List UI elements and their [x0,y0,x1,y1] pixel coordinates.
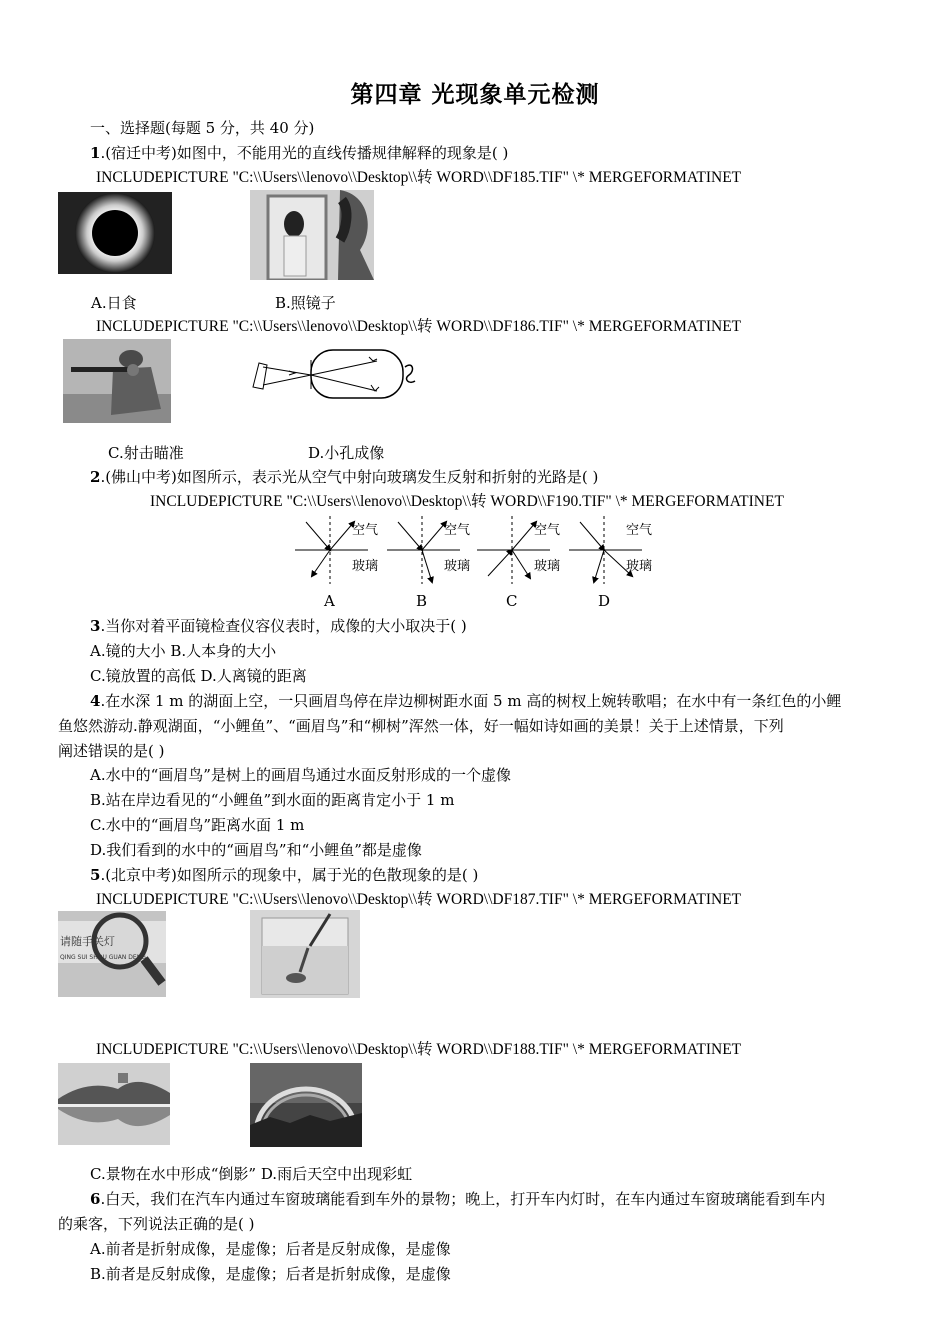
diagram-label-d: D [598,592,611,610]
includepicture-field: INCLUDEPICTURE "C:\\Users\\lenovo\\Desktop\\转 WORD\\DF188.TIF" \* MERGEFORMATINET [96,1041,742,1058]
solar-eclipse-photo [58,192,172,274]
glass-label: 玻璃 [626,559,653,574]
question-4-option-c: C.水中的“画眉鸟”距离水面 1 m [90,816,305,834]
glass-label: 玻璃 [444,559,471,574]
question-4 [90,691,841,711]
air-label: 空气 [352,523,379,538]
diagram-label-b: B [416,592,428,610]
magnifier-photo [58,911,166,997]
air-label: 空气 [626,523,653,538]
question-3-options-ab: A.镜的大小 B.人本身的大小 [90,642,277,660]
question-6-option-b: B.前者是反射成像，是虚像；后者是折射成像，是虚像 [90,1265,451,1283]
question-4-text-line2: 鱼悠然游动.静观湖面，“小鲤鱼”、“画眉鸟”和“柳树”浑然一体，好一幅如诗如画的美景！关于上述情景，下列 [58,717,784,735]
includepicture-field: INCLUDEPICTURE "C:\\Users\\lenovo\\Desktop\\转 WORD\\DF187.TIF" \* MERGEFORMATINET [96,891,742,908]
question-3 [90,616,467,636]
spoon-in-water-photo [250,910,360,998]
question-4-option-b: B.站在岸边看见的“小鲤鱼”到水面的距离肯定小于 1 m [90,791,455,809]
includepicture-field: INCLUDEPICTURE "C:\\Users\\lenovo\\Desktop\\转 WORD\\F190.TIF" \* MERGEFORMATINET [150,493,784,510]
option-d: D.小孔成像 [308,444,385,462]
rainbow-photo [250,1063,362,1147]
question-6-option-a: A.前者是折射成像，是虚像；后者是反射成像，是虚像 [90,1240,451,1258]
question-1-text: .(宿迁中考)如图中，不能用光的直线传播规律解释的现象是( ) [100,144,509,162]
includepicture-field: INCLUDEPICTURE "C:\\Users\\lenovo\\Desktop\\转 WORD\\DF186.TIF" \* MERGEFORMATINET [96,318,742,335]
question-2-text: .(佛山中考)如图所示，表示光从空气中射向玻璃发生反射和折射的光路是( ) [100,468,599,486]
section-heading: 一、选择题(每题 5 分，共 40 分) [90,119,315,137]
sign-text: 请随手关灯 [60,935,115,948]
question-3-number: 3 [90,617,101,635]
diagram-b [387,516,470,610]
glass-label: 玻璃 [534,559,561,574]
question-6 [90,1189,825,1209]
diagram-label-c: C [506,592,518,610]
question-2-number: 2 [90,468,101,486]
question-5 [90,865,478,885]
question-4-number: 4 [90,692,101,710]
question-5-options-cd: C.景物在水中形成“倒影” D.雨后天空中出现彩虹 [90,1165,413,1183]
question-3-text: .当你对着平面镜检查仪容仪表时，成像的大小取决于( ) [100,617,467,635]
diagram-a [295,516,378,610]
diagram-c [477,516,560,610]
option-a: A.日食 [91,294,137,312]
question-4-text-line3: 阐述错误的是( ) [58,742,165,760]
question-3-options-cd: C.镜放置的高低 D.人离镜的距离 [90,667,307,685]
question-6-number: 6 [90,1190,101,1208]
option-c: C.射击瞄准 [108,444,184,462]
shooting-photo [63,339,171,423]
reflection-photo [58,1063,170,1145]
question-1-number: 1 [90,144,101,162]
diagram-d [569,516,652,610]
question-4-text-line1: .在水深 1 m 的湖面上空，一只画眉鸟停在岸边柳树距水面 5 m 高的树杈上婉转歌唱；在水中有一条红色的小鲤 [100,692,842,710]
question-6-text-line1: .白天，我们在汽车内通过车窗玻璃能看到车外的景物；晚上，打开车内灯时，在车内通过车窗玻璃能看到车内 [100,1190,826,1208]
includepicture-field: INCLUDEPICTURE "C:\\Users\\lenovo\\Desktop\\转 WORD\\DF185.TIF" \* MERGEFORMATINET [96,169,742,186]
sign-pinyin: QING SUI SHOU GUAN DENG [60,954,146,961]
refraction-diagrams [290,514,670,612]
glass-label: 玻璃 [352,559,379,574]
question-5-number: 5 [90,866,101,884]
page-title: 第四章 光现象单元检测 [350,82,600,108]
question-1 [90,143,508,163]
question-2 [90,467,598,487]
air-label: 空气 [534,523,561,538]
diagram-label-a: A [324,592,335,610]
option-b: B.照镜子 [275,294,336,312]
air-label: 空气 [444,523,471,538]
pinhole-camera-diagram [249,345,419,405]
mirror-photo [250,190,374,280]
question-5-text: .(北京中考)如图所示的现象中，属于光的色散现象的是( ) [100,866,479,884]
question-6-text-line2: 的乘客，下列说法正确的是( ) [58,1215,255,1233]
question-4-option-a: A.水中的“画眉鸟”是树上的画眉鸟通过水面反射形成的一个虚像 [90,766,511,784]
question-4-option-d: D.我们看到的水中的“画眉鸟”和“小鲤鱼”都是虚像 [90,841,422,859]
